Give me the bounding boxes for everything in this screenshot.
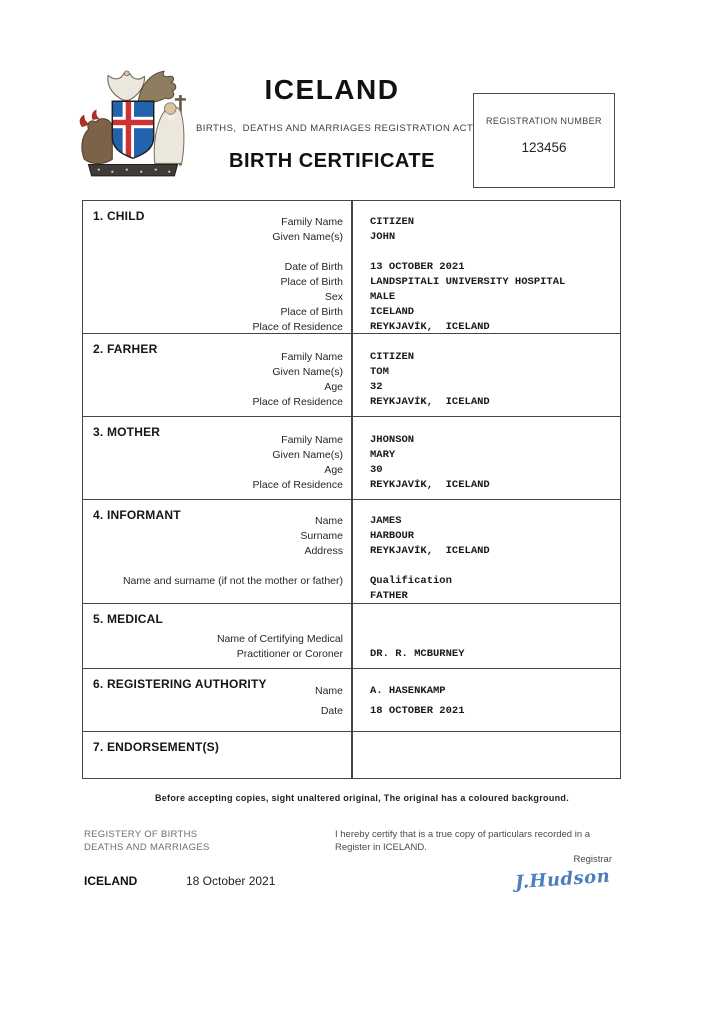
issuing-country: ICELAND [84, 874, 138, 888]
document-title: BIRTH CERTIFICATE [229, 150, 435, 172]
field-line [83, 229, 620, 244]
field-label: Name of Certifying Medical [216, 632, 343, 645]
registry-line-2: DEATHS AND MARRIAGES [84, 842, 210, 853]
field-value: HARBOUR [370, 529, 415, 542]
field-value: REYKJAVÍK, ICELAND [370, 478, 490, 491]
field-label: Family Name [281, 350, 343, 363]
field-label: Date of Birth [284, 260, 343, 273]
field-line [83, 681, 620, 701]
field-line [83, 477, 620, 492]
section-heading: 4. INFORMANT [93, 508, 181, 522]
field-line [83, 274, 620, 289]
country-title: ICELAND [264, 74, 400, 105]
registry-line-1: REGISTERY OF BIRTHS [84, 829, 198, 840]
field-line [83, 289, 620, 304]
field-line [83, 379, 620, 394]
field-value: CITIZEN [370, 350, 415, 363]
section-row-7 [83, 731, 620, 778]
field-value: JHONSON [370, 433, 415, 446]
section-row-6 [83, 668, 620, 731]
field-value: MARY [370, 448, 396, 461]
field-value: REYKJAVÍK, ICELAND [370, 395, 490, 408]
field-value: 32 [370, 380, 383, 393]
column-divider [351, 732, 353, 778]
field-line [83, 573, 620, 588]
field-label: Given Name(s) [272, 365, 343, 378]
field-line [83, 528, 620, 543]
field-line [83, 214, 620, 229]
registration-number-box [473, 93, 615, 188]
field-label: Name and surname (if not the mother or father) [122, 574, 343, 587]
field-value: 13 OCTOBER 2021 [370, 260, 465, 273]
field-line [83, 588, 620, 603]
field-value: TOM [370, 365, 389, 378]
field-line [83, 616, 620, 631]
field-label: Address [304, 544, 343, 557]
registry-office-label [84, 828, 210, 854]
field-label: Place of Birth [280, 275, 343, 288]
section-row-2 [83, 333, 620, 416]
field-line [83, 244, 620, 259]
registration-number-value: 123456 [521, 140, 567, 155]
field-line [83, 432, 620, 447]
field-label: Place of Residence [252, 478, 343, 491]
field-label: Age [324, 380, 343, 393]
field-label: Name [314, 685, 343, 697]
field-value: A. HASENKAMP [370, 685, 446, 697]
header [196, 74, 474, 173]
field-value: JAMES [370, 514, 402, 527]
section-row-5 [83, 603, 620, 668]
act-subtitle: BIRTHS, DEATHS AND MARRIAGES REGISTRATION ACT [196, 123, 474, 134]
field-value: JOHN [370, 230, 396, 243]
field-line [83, 558, 620, 573]
section-heading: 2. FARHER [93, 342, 158, 356]
field-line [83, 646, 620, 661]
field-line [83, 631, 620, 646]
field-line [83, 364, 620, 379]
field-line [83, 349, 620, 364]
field-label: Family Name [281, 433, 343, 446]
field-value: DR. R. MCBURNEY [370, 647, 465, 660]
field-line [83, 304, 620, 319]
field-line [83, 394, 620, 409]
field-label: Place of Residence [252, 395, 343, 408]
field-value: 18 OCTOBER 2021 [370, 705, 465, 717]
iceland-coat-of-arms-icon [78, 64, 188, 180]
field-label: Family Name [281, 215, 343, 228]
field-line [83, 462, 620, 477]
registrar-label: Registrar [573, 854, 612, 865]
registration-number-label: REGISTRATION NUMBER [486, 116, 602, 126]
field-label: Place of Birth [280, 305, 343, 318]
field-line [83, 543, 620, 558]
field-label: Practitioner or Coroner [236, 647, 343, 660]
section-heading: 1. CHILD [93, 209, 145, 223]
section-row-4 [83, 499, 620, 603]
copy-notice: Before accepting copies, sight unaltered original, The original has a coloured background. [154, 793, 570, 803]
field-value: MALE [370, 290, 396, 303]
issue-date: 18 October 2021 [186, 874, 276, 888]
field-line [83, 259, 620, 274]
field-value: FATHER [370, 589, 408, 602]
field-line [83, 447, 620, 462]
field-line [83, 701, 620, 721]
certificate-table [82, 200, 621, 779]
section-heading: 5. MEDICAL [93, 612, 164, 626]
field-value: REYKJAVÍK, ICELAND [370, 544, 490, 557]
field-label: Date [320, 705, 343, 717]
field-value: ICELAND [370, 305, 415, 318]
field-label: Given Name(s) [272, 230, 343, 243]
field-label: Given Name(s) [272, 448, 343, 461]
field-value: 30 [370, 463, 383, 476]
field-value: CITIZEN [370, 215, 415, 228]
field-label: Name [314, 514, 343, 527]
field-value: REYKJAVÍK, ICELAND [370, 320, 490, 333]
field-value: LANDSPITALI UNIVERSITY HOSPITAL [370, 275, 566, 288]
section-heading: 3. MOTHER [93, 425, 161, 439]
section-heading: 6. REGISTERING AUTHORITY [93, 677, 267, 691]
registrar-signature: J.Hudson [514, 865, 611, 894]
field-value: Qualification [370, 574, 452, 587]
field-label: Age [324, 463, 343, 476]
certification-statement: I hereby certify that is a true copy of particulars recorded in a Register in ICELAND. [335, 829, 591, 853]
section-row-1 [83, 201, 620, 333]
field-label: Sex [324, 290, 343, 303]
section-row-3 [83, 416, 620, 499]
section-heading: 7. ENDORSEMENT(S) [93, 740, 220, 754]
field-line [83, 513, 620, 528]
field-line [83, 319, 620, 334]
field-label: Place of Residence [252, 320, 343, 333]
field-label: Surname [300, 529, 343, 542]
